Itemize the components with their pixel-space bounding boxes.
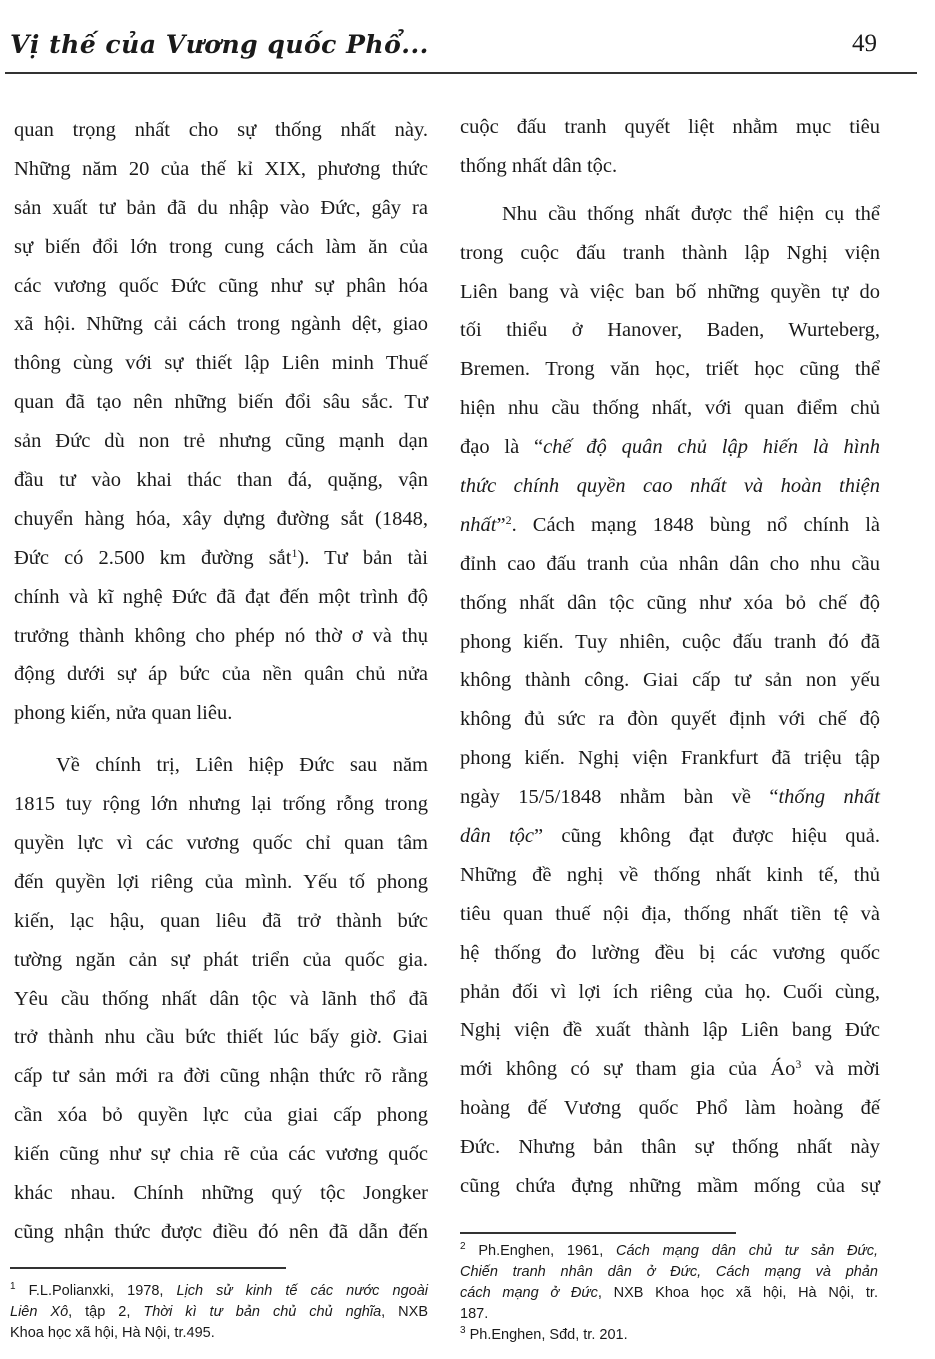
footnote-line — [460, 1262, 878, 1283]
text-line — [14, 502, 428, 541]
text-run: thông cùng với sự thiết lập Liên minh Thuế — [14, 352, 428, 375]
text-run: phong kiến, nửa quan liêu. — [14, 702, 233, 725]
text-run: động dưới sự áp bức của nền quân chủ nửa — [14, 663, 428, 686]
text-run: sự biến đổi lớn trong cung cách làm ăn của — [14, 235, 428, 258]
text-run: Đức. Nhưng bản thân sự thống nhất này — [460, 1136, 880, 1159]
text-line — [14, 152, 428, 191]
text-run: , NXB Khoa học xã hội, Hà Nội, tr. — [597, 1285, 878, 1301]
text-line — [460, 430, 880, 469]
text-line — [460, 780, 880, 819]
italic-run: Lịch sử kinh tế các nước ngoài — [176, 1283, 428, 1299]
italic-run: nhất — [460, 513, 497, 536]
text-line — [14, 269, 428, 308]
text-line — [460, 975, 880, 1014]
text-line — [460, 508, 880, 547]
text-run: , tập 2, — [68, 1304, 144, 1320]
text-run: tường ngăn cản sự phát triển của quốc gia. — [14, 948, 428, 971]
text-run: 1815 tuy rộng lớn nhưng lại trống rỗng trong — [14, 793, 428, 816]
footnotes-left — [10, 1281, 428, 1344]
text-run: chuyển hàng hóa, xây dựng đường sắt (1848, — [14, 507, 428, 530]
text-run: . Cách mạng 1848 bùng nổ chính là — [511, 513, 880, 536]
text-run: thống nhất dân tộc. — [460, 154, 618, 177]
text-run: ngày 15/5/1848 nhằm bàn về “ — [460, 786, 779, 809]
italic-run: Thời kì tư bản chủ chủ nghĩa — [143, 1304, 382, 1320]
text-run: Ph.Enghen, 1961, — [465, 1243, 617, 1259]
text-run: , NXB — [381, 1304, 428, 1320]
text-run: tiêu quan thuế nội địa, thống nhất tiền tệ và — [460, 902, 880, 925]
text-run: 187. — [460, 1306, 489, 1322]
italic-run: Chiến tranh nhân dân ở Đức, Cách mạng và phản — [460, 1264, 878, 1280]
text-line — [14, 943, 428, 982]
text-line — [460, 936, 880, 975]
text-run: không thành công. Giai cấp tư sản non yếu — [460, 669, 880, 692]
text-line — [14, 696, 428, 735]
text-line — [460, 858, 880, 897]
text-line — [14, 191, 428, 230]
text-run: tối thiểu ở Hanover, Baden, Wurteberg, — [460, 319, 880, 342]
text-line — [14, 1098, 428, 1137]
text-line — [460, 702, 880, 741]
text-line — [14, 307, 428, 346]
footnote-line — [460, 1304, 878, 1325]
text-run: Liên bang và việc ban bố những quyền tự do — [460, 280, 880, 303]
text-run: các vương quốc Đức cũng như sự phân hóa — [14, 274, 428, 297]
text-run: Về chính trị, Liên hiệp Đức sau năm — [56, 754, 428, 777]
text-line — [14, 1059, 428, 1098]
text-line — [460, 352, 880, 391]
text-run: Đức có 2.500 km đường sắt — [14, 546, 292, 569]
text-run: trong cuộc đấu tranh thành lập Nghị viện — [460, 241, 880, 264]
text-line — [14, 113, 428, 152]
text-run: Ph.Enghen, Sđd, tr. 201. — [465, 1327, 628, 1343]
italic-run: thức chính quyền cao nhất và hoàn thiện — [460, 475, 880, 498]
text-run: kiến cũng như sự chia rẽ của các vương quốc — [14, 1143, 428, 1166]
text-run: F.L.Polianxki, 1978, — [15, 1283, 177, 1299]
text-run: Nhu cầu thống nhất được thể hiện cụ thể — [502, 202, 880, 225]
text-run: khác nhau. Chính những quý tộc Jongker — [14, 1182, 428, 1205]
text-line — [14, 657, 428, 696]
footnotes-right — [460, 1241, 878, 1346]
paragraph — [14, 113, 428, 735]
text-run: sản xuất tư bản đã du nhập vào Đức, gây ra — [14, 196, 428, 219]
italic-run: dân tộc — [460, 825, 535, 848]
text-run: ” cũng không đạt được hiệu quả. — [534, 825, 880, 848]
text-run: phong kiến. Tuy nhiên, cuộc đấu tranh đó đã — [460, 630, 880, 653]
text-run: cuộc đấu tranh quyết liệt nhằm mục tiêu — [460, 116, 880, 138]
text-line — [14, 826, 428, 865]
text-line — [14, 619, 428, 658]
text-run: sản Đức dù non trẻ nhưng cũng mạnh dạn — [14, 430, 428, 453]
text-line — [14, 541, 428, 580]
text-run: và mời — [801, 1058, 880, 1081]
text-run: thống nhất dân tộc cũng như xóa bỏ chế độ — [460, 591, 880, 614]
italic-run: Liên Xô — [10, 1304, 69, 1320]
text-run: cần xóa bỏ quyền lực của giai cấp phong — [14, 1104, 428, 1127]
footnote-line — [10, 1302, 428, 1323]
text-run: đầu tư vào khai thác than đá, quặng, vận — [14, 469, 428, 492]
text-line — [460, 1130, 880, 1169]
text-line — [14, 748, 428, 787]
text-run: mới không có sự tham gia của Áo — [460, 1058, 796, 1081]
page-number: 49 — [852, 30, 877, 57]
footnote-divider-right — [460, 1232, 736, 1234]
italic-run: cách mạng ở Đức — [460, 1285, 598, 1301]
footnote-line — [460, 1283, 878, 1304]
text-line — [460, 663, 880, 702]
text-run: quan trọng nhất cho sự thống nhất này. — [14, 119, 428, 141]
italic-run: Cách mạng dân chủ tư sản Đức, — [616, 1243, 878, 1259]
text-run: kiến, lạc hậu, quan liêu đã trở thành bức — [14, 909, 428, 932]
footnote-line — [10, 1281, 428, 1302]
text-run: không đủ sức ra đòn quyết định với chế độ — [460, 708, 880, 731]
text-run: hệ thống đo lường đều bị các vương quốc — [460, 941, 880, 964]
italic-run: thống nhất — [778, 786, 880, 809]
text-run: Yêu cầu thống nhất dân tộc và lãnh thổ đã — [14, 987, 428, 1010]
text-run: trưởng thành không cho phép nó thờ ơ và thụ — [14, 624, 428, 647]
text-line — [14, 346, 428, 385]
text-line — [460, 149, 880, 188]
text-line — [460, 897, 880, 936]
paragraph — [460, 110, 880, 188]
text-run: hiện nhu cầu thống nhất, với quan điểm chủ — [460, 397, 880, 420]
text-line — [460, 469, 880, 508]
text-line — [460, 236, 880, 275]
footnote-marker: 2 — [505, 512, 512, 527]
footnote-line — [10, 1323, 428, 1344]
right-text-column — [460, 110, 880, 1208]
text-run: hoàng đế Vương quốc Phổ làm hoàng đế — [460, 1097, 880, 1120]
footnote-marker: 3 — [460, 1325, 466, 1336]
text-line — [14, 424, 428, 463]
text-line — [460, 547, 880, 586]
text-line — [14, 904, 428, 943]
footnote-marker: 3 — [795, 1057, 802, 1072]
footnote-line — [460, 1241, 878, 1262]
text-run: Nghị viện đề xuất thành lập Liên bang Đức — [460, 1019, 880, 1042]
text-line — [460, 1169, 880, 1208]
text-run: Những năm 20 của thế kỉ XIX, phương thức — [14, 157, 428, 180]
text-line — [14, 982, 428, 1021]
text-run: Khoa học xã hội, Hà Nội, tr.495. — [10, 1325, 215, 1341]
text-line — [460, 313, 880, 352]
text-line — [460, 110, 880, 149]
text-line — [460, 1052, 880, 1091]
text-run: phản đối vì lợi ích riêng của họ. Cuối cùng, — [460, 980, 880, 1003]
text-run: cũng nhận thức được điều đó nên đã dẫn đến — [14, 1220, 428, 1243]
text-line — [460, 625, 880, 664]
text-run: phong kiến. Nghị viện Frankfurt đã triệu tập — [460, 747, 880, 770]
text-run: quyền lực vì các vương quốc chỉ quan tâm — [14, 832, 428, 855]
text-line — [460, 275, 880, 314]
footnote-line — [460, 1325, 878, 1346]
footnote-marker: 1 — [291, 545, 298, 560]
text-line — [14, 463, 428, 502]
text-line — [460, 819, 880, 858]
text-run: xã hội. Những cải cách trong ngành dệt, giao — [14, 313, 428, 336]
text-line — [14, 1020, 428, 1059]
text-run: Bremen. Trong văn học, triết học cũng thể — [460, 358, 880, 381]
paragraph — [460, 197, 880, 1208]
italic-run: chế độ quân chủ lập hiến là hình — [543, 436, 880, 459]
text-line — [14, 1137, 428, 1176]
text-line — [460, 586, 880, 625]
text-line — [14, 1176, 428, 1215]
text-run: đến quyền lợi riêng của mình. Yếu tố phong — [14, 870, 428, 893]
text-run: cấp tư sản mới ra đời cũng nhận thức rõ rằng — [14, 1065, 428, 1088]
text-run: ). Tư bản tài — [297, 546, 428, 569]
text-line — [14, 787, 428, 826]
footnote-divider-left — [10, 1267, 286, 1269]
paragraph — [14, 748, 428, 1254]
left-text-column — [14, 113, 428, 1254]
text-line — [14, 865, 428, 904]
text-run: trở thành nhu cầu bức thiết lúc bấy giờ. Giai — [14, 1026, 428, 1049]
text-line — [460, 1013, 880, 1052]
text-run: đạo là “ — [460, 436, 544, 459]
text-line — [14, 385, 428, 424]
text-line — [460, 1091, 880, 1130]
text-line — [14, 580, 428, 619]
running-header-title: Vị thế của Vương quốc Phổ... — [10, 30, 429, 59]
text-run: cũng chứa đựng những mầm mống của sự — [460, 1175, 880, 1198]
header-divider — [5, 72, 917, 74]
text-line — [460, 197, 880, 236]
footnote-marker: 1 — [10, 1281, 16, 1292]
text-line — [14, 1215, 428, 1254]
text-line — [460, 741, 880, 780]
text-run: ” — [496, 513, 506, 536]
text-run: quan đã tạo nên những biến đổi sâu sắc. Tư — [14, 391, 428, 414]
text-run: đỉnh cao đấu tranh của nhân dân cho nhu cầu — [460, 552, 880, 575]
text-run: chính và kĩ nghệ Đức đã đạt đến một trình độ — [14, 585, 428, 608]
text-line — [460, 391, 880, 430]
text-line — [14, 230, 428, 269]
text-run: Những đề nghị về thống nhất kinh tế, thủ — [460, 863, 880, 886]
footnote-marker: 2 — [460, 1241, 466, 1252]
